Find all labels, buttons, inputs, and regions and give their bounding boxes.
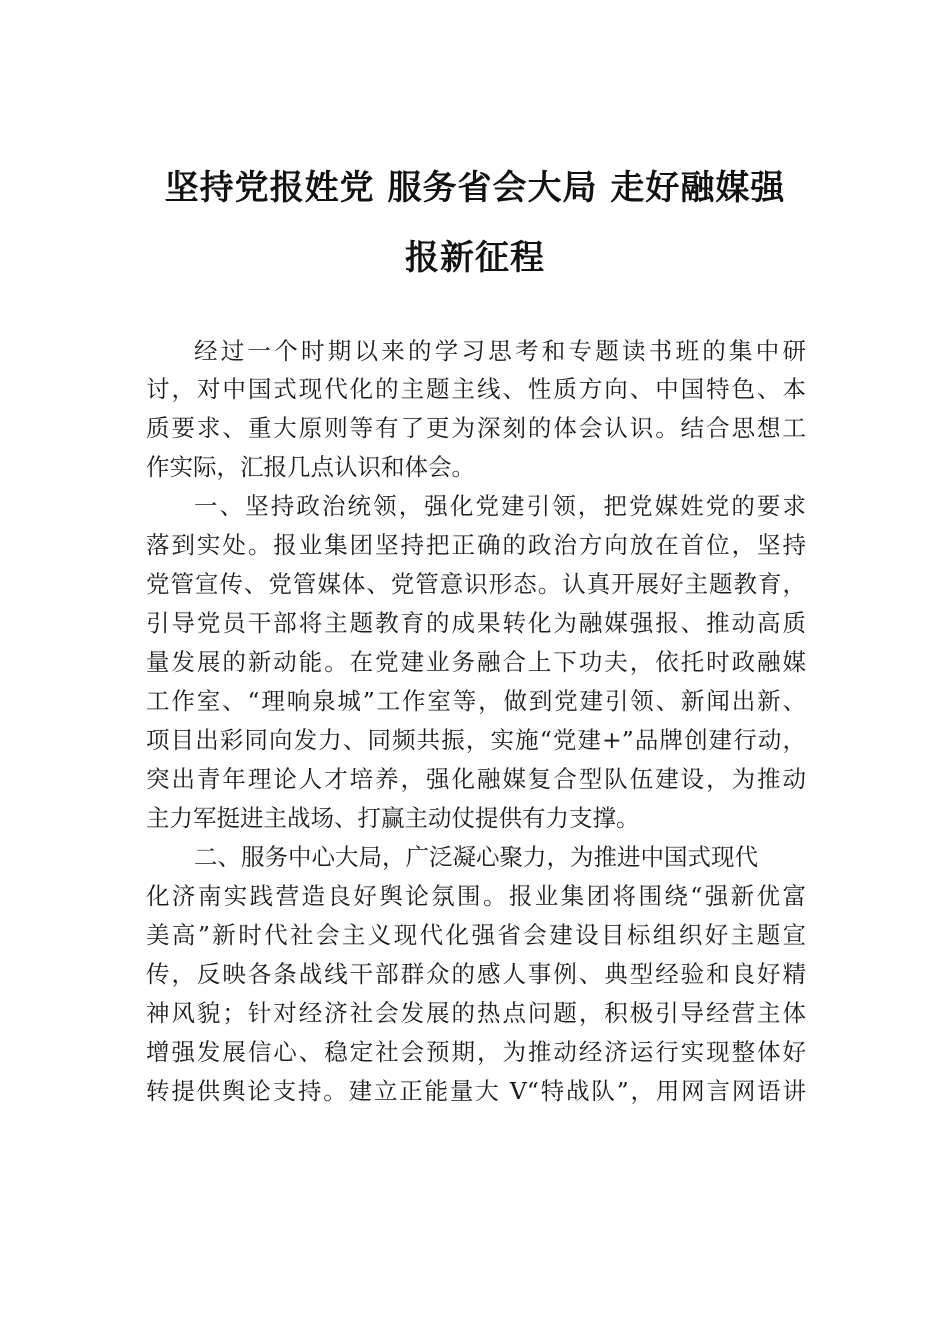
- paragraph-line: 项目出彩同向发力、同频共振，实施“党建+”品牌创建行动，: [146, 726, 806, 754]
- paragraph-line: 讨，对中国式现代化的主题主线、性质方向、中国特色、本: [146, 375, 806, 403]
- paragraph-line: 经过一个时期以来的学习思考和专题读书班的集中研: [194, 337, 806, 365]
- paragraph-line: 化济南实践营造良好舆论氛围。报业集团将围绕“强新优富: [146, 882, 806, 910]
- paragraph-line: 一、坚持政治统领，强化党建引领，把党媒姓党的要求: [194, 492, 806, 520]
- document-title-line-2: 报新征程: [405, 238, 545, 278]
- paragraph-line: 突出青年理论人才培养，强化融媒复合型队伍建设，为推动: [146, 765, 806, 793]
- document-title-line-1: 坚持党报姓党 服务省会大局 走好融媒强: [164, 168, 786, 208]
- paragraph-line: 神风貌；针对经济社会发展的热点问题，积极引导经营主体: [146, 999, 806, 1027]
- paragraph-line: 引导党员干部将主题教育的成果转化为融媒强报、推动高质: [146, 609, 806, 637]
- paragraph-line: 党管宣传、党管媒体、党管意识形态。认真开展好主题教育，: [146, 570, 806, 598]
- paragraph-line: 作实际，汇报几点认识和体会。: [146, 453, 475, 481]
- paragraph-line: 美高”新时代社会主义现代化强省会建设目标组织好主题宣: [146, 921, 806, 949]
- paragraph-line: 转提供舆论支持。建立正能量大 V“特战队”，用网言网语讲: [146, 1077, 806, 1105]
- paragraph-line: 质要求、重大原则等有了更为深刻的体会认识。结合思想工: [146, 414, 806, 442]
- paragraph-line: 二、服务中心大局，广泛凝心聚力，为推进中国式现代: [194, 843, 758, 871]
- paragraph-line: 增强发展信心、稳定社会预期，为推动经济运行实现整体好: [146, 1038, 806, 1066]
- paragraph-line: 主力军挺进主战场、打赢主动仗提供有力支撑。: [146, 804, 640, 832]
- paragraph-line: 传，反映各条战线干部群众的感人事例、典型经验和良好精: [146, 960, 806, 988]
- paragraph-line: 工作室、“理响泉城”工作室等，做到党建引领、新闻出新、: [146, 687, 806, 715]
- paragraph-line: 落到实处。报业集团坚持把正确的政治方向放在首位，坚持: [146, 531, 806, 559]
- paragraph-line: 量发展的新动能。在党建业务融合上下功夫，依托时政融媒: [146, 648, 806, 676]
